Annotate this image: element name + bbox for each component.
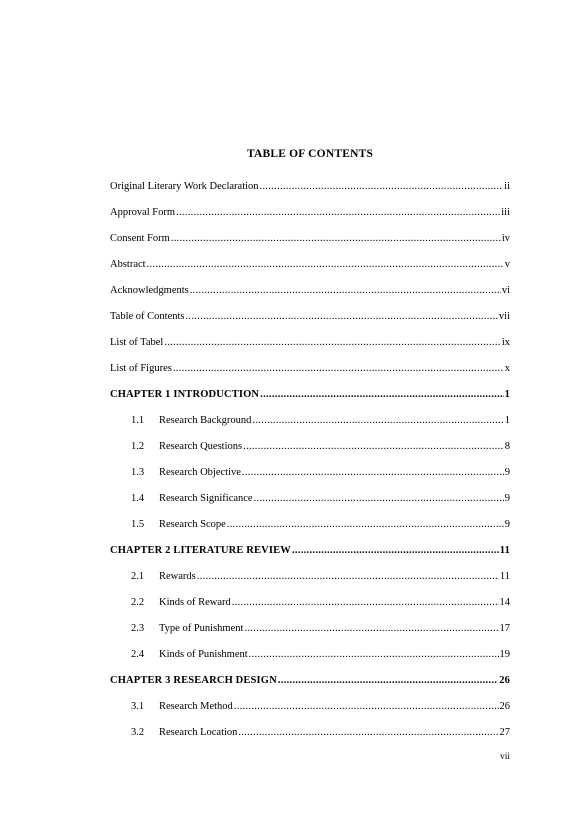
toc-entry-label: Table of Contents — [110, 310, 185, 322]
toc-entry-page: 26 — [499, 700, 510, 712]
page-number: vii — [499, 752, 510, 762]
toc-entry-label: CHAPTER 1 INTRODUCTION — [110, 388, 260, 400]
toc-dot-leader — [243, 441, 504, 452]
toc-entry — [110, 251, 510, 277]
toc-entry-label: Research Significance — [159, 492, 253, 504]
toc-entry-page: ix — [501, 336, 510, 348]
toc-section-entry — [110, 433, 510, 459]
toc-dot-leader — [260, 389, 503, 400]
toc-entry-page: v — [504, 258, 510, 270]
toc-entry-page: iv — [501, 232, 510, 244]
toc-entry-number: 1.1 — [131, 414, 145, 426]
toc-dot-leader — [242, 467, 504, 478]
toc-dot-leader — [171, 233, 501, 244]
toc-entry-label: CHAPTER 2 LITERATURE REVIEW — [110, 544, 291, 556]
toc-entry-page: x — [504, 362, 510, 374]
toc-entry — [110, 199, 510, 225]
toc-list — [110, 173, 510, 745]
toc-entry-label: Abstract — [110, 258, 146, 270]
toc-dot-leader — [173, 363, 504, 374]
toc-entry — [110, 225, 510, 251]
toc-entry-page: 1 — [504, 414, 510, 426]
toc-entry-label: Research Scope — [159, 518, 226, 530]
toc-entry-number: 2.2 — [131, 596, 145, 608]
toc-entry-number: 3.2 — [131, 726, 145, 738]
toc-chapter-entry — [110, 667, 510, 693]
toc-entry-page: vi — [501, 284, 510, 296]
toc-section-entry — [110, 459, 510, 485]
toc-dot-leader — [254, 493, 504, 504]
toc-entry-page: vii — [498, 310, 510, 322]
toc-entry — [110, 303, 510, 329]
toc-entry-page: 14 — [499, 596, 510, 608]
toc-section-entry — [110, 511, 510, 537]
toc-entry-label: Kinds of Punishment — [159, 648, 248, 660]
toc-entry — [110, 355, 510, 381]
toc-entry-label: CHAPTER 3 RESEARCH DESIGN — [110, 674, 277, 686]
toc-entry-label: Research Objective — [159, 466, 241, 478]
toc-entry-label: Rewards — [159, 570, 196, 582]
toc-entry-number: 2.1 — [131, 570, 145, 582]
toc-entry-label: Research Method — [159, 700, 233, 712]
toc-chapter-entry — [110, 381, 510, 407]
toc-dot-leader — [176, 207, 500, 218]
toc-entry-number: 1.3 — [131, 466, 145, 478]
toc-entry-page: 1 — [504, 388, 510, 400]
toc-section-entry — [110, 719, 510, 745]
toc-entry-page: 19 — [499, 648, 510, 660]
toc-dot-leader — [197, 571, 499, 582]
toc-entry-page: 9 — [504, 466, 510, 478]
toc-entry — [110, 173, 510, 199]
toc-section-entry — [110, 563, 510, 589]
toc-dot-leader — [244, 623, 498, 634]
toc-dot-leader — [147, 259, 504, 270]
toc-dot-leader — [292, 545, 499, 556]
toc-entry-label: Approval Form — [110, 206, 176, 218]
toc-entry-number: 1.5 — [131, 518, 145, 530]
toc-dot-leader — [249, 649, 499, 660]
toc-entry-page: 11 — [499, 570, 510, 582]
toc-entry-page: 11 — [499, 544, 510, 556]
toc-dot-leader — [234, 701, 499, 712]
toc-chapter-entry — [110, 537, 510, 563]
toc-entry-number: 1.4 — [131, 492, 145, 504]
toc-section-entry — [110, 615, 510, 641]
toc-section-entry — [110, 693, 510, 719]
toc-entry-page: ii — [504, 180, 510, 192]
toc-dot-leader — [278, 675, 498, 686]
toc-entry-label: Acknowledgments — [110, 284, 189, 296]
toc-dot-leader — [190, 285, 501, 296]
toc-dot-leader — [238, 727, 498, 738]
toc-entry-page: 26 — [499, 674, 510, 686]
toc-section-entry — [110, 641, 510, 667]
toc-dot-leader — [252, 415, 503, 426]
toc-dot-leader — [164, 337, 501, 348]
toc-entry-number: 3.1 — [131, 700, 145, 712]
toc-section-entry — [110, 589, 510, 615]
toc-entry — [110, 277, 510, 303]
toc-entry-label: List of Tabel — [110, 336, 164, 348]
toc-entry-page: 17 — [499, 622, 510, 634]
toc-entry-page: 9 — [504, 492, 510, 504]
toc-entry-page: 9 — [504, 518, 510, 530]
toc-entry — [110, 329, 510, 355]
toc-entry-number: 2.4 — [131, 648, 145, 660]
toc-entry-page: 27 — [499, 726, 510, 738]
toc-entry-number: 1.2 — [131, 440, 145, 452]
toc-entry-label: Consent Form — [110, 232, 170, 244]
toc-dot-leader — [260, 181, 504, 192]
toc-entry-label: List of Figures — [110, 362, 172, 374]
toc-entry-page: 8 — [504, 440, 510, 452]
toc-dot-leader — [232, 597, 499, 608]
toc-entry-page: iii — [501, 206, 510, 218]
toc-entry-label: Research Background — [159, 414, 252, 426]
toc-dot-leader — [186, 311, 498, 322]
toc-dot-leader — [227, 519, 504, 530]
toc-section-entry — [110, 485, 510, 511]
toc-title: TABLE OF CONTENTS — [246, 148, 374, 160]
toc-entry-label: Original Literary Work Declaration — [110, 180, 259, 192]
toc-entry-label: Kinds of Reward — [159, 596, 231, 608]
toc-entry-label: Type of Punishment — [159, 622, 244, 634]
toc-section-entry — [110, 407, 510, 433]
toc-entry-label: Research Location — [159, 726, 238, 738]
toc-entry-label: Research Questions — [159, 440, 243, 452]
toc-entry-number: 2.3 — [131, 622, 145, 634]
